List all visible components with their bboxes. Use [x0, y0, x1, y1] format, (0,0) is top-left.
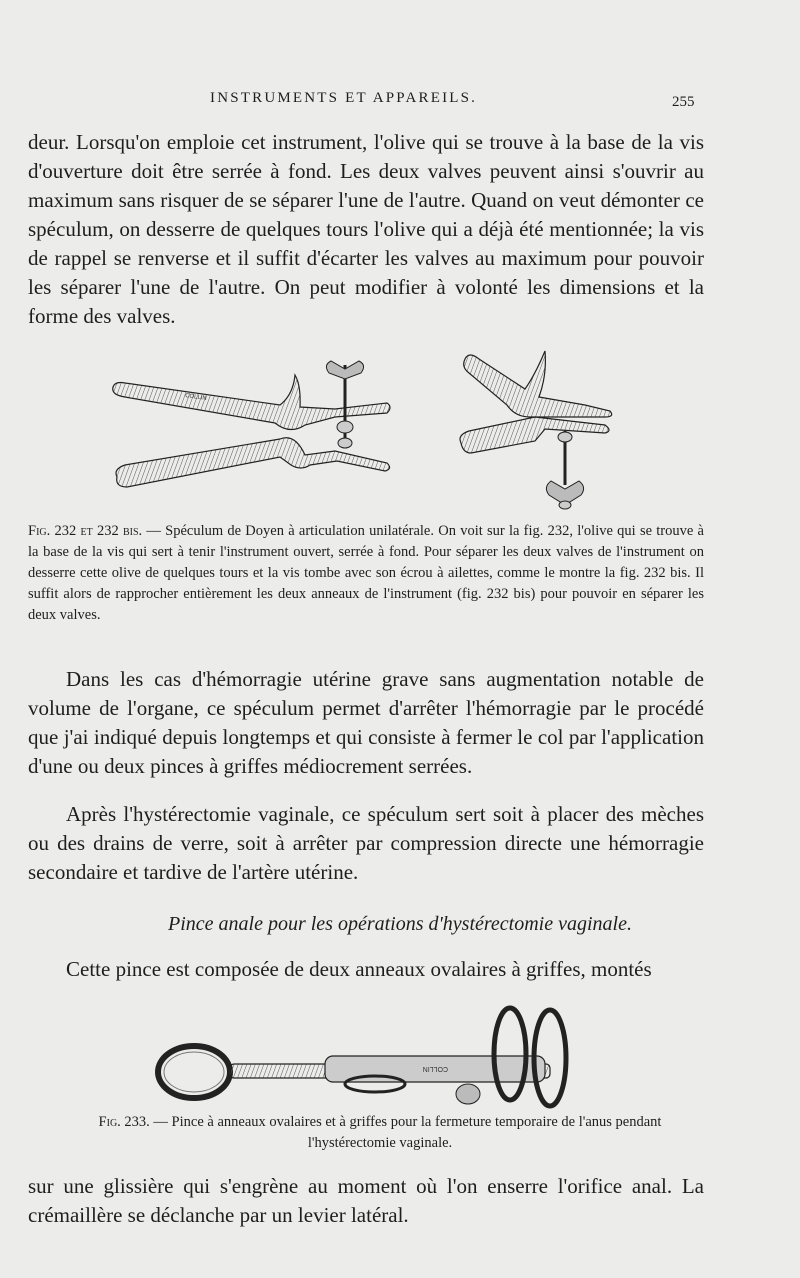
figure-233-forceps-illustration [150, 1002, 580, 1112]
engraved-mark: COLLIN [184, 393, 208, 402]
running-head [0, 90, 800, 114]
figure-232-bis-speculum-illustration [455, 345, 620, 520]
figure-232-speculum-illustration [105, 345, 405, 500]
figure-232-caption [28, 521, 704, 626]
paragraph-1: deur. Lorsqu'on emploie cet instrument, l'olive qui se trouve à la base de la vis d'ouverture doit être serrée à fond. Les deux valves peuvent ainsi s'ouvrir au maximum sans risquer de se séparer l'une de l'autre. Quand on veut démonter ce spéculum, on desserre de quelques tours l'olive qui a déjà été mentionnée; la vis de rappel se renverse et il suffit d'écarter les valves au maximum pour pouvoir les séparer l'une de l'autre. On peut modifier à volonté les dimensions et la forme des valves. [28, 130, 704, 328]
paragraph-4: Cette pince est composée de deux anneaux ovalaires à griffes, montés [66, 957, 652, 981]
figure-233-caption [60, 1112, 700, 1154]
engraved-mark-233: COLLIN [422, 1065, 448, 1072]
figure-233-caption-label: Fig. 233. [98, 1114, 150, 1130]
page-number: 255 [672, 94, 695, 110]
figure-232-caption-label: Fig. 232 et 232 bis. [28, 523, 143, 539]
paragraph-5: sur une glissière qui s'engrène au moment où l'on enserre l'orifice anal. La crémaillère se déclanche par un levier latéral. [28, 1174, 704, 1227]
section-heading: Pince anale pour les opérations d'hystérectomie vaginale. [168, 913, 632, 935]
paragraph-2: Dans les cas d'hémorragie utérine grave sans augmentation notable de volume de l'organe, ce spéculum permet d'arrêter l'hémorragie par le procédé que j'ai indiqué depuis longtemps et qui consiste à fermer le col par l'application d'une ou deux pinces à griffes médiocrement serrées. [28, 667, 704, 778]
paragraph-3: Après l'hystérectomie vaginale, ce spéculum sert soit à placer des mèches ou des drains de verre, soit à arrêter par compression directe une hémorragie secondaire et tardive de l'artère utérine. [28, 802, 704, 884]
running-title: INSTRUMENTS ET APPAREILS. [210, 90, 478, 106]
figure-233-caption-text: — Pince à anneaux ovalaires et à griffes pour la fermeture temporaire de l'anus pendant l'hystérectomie vaginale. [149, 1114, 662, 1151]
figure-232-caption-text: — Spéculum de Doyen à articulation unilatérale. On voit sur la fig. 232, l'olive qui se trouve à la base de la vis qui sert à tenir l'instrument ouvert, serrée à fond. Pour séparer les deux valves de l'instrument on desserre cette olive de quelques tours et la vis tombe avec son écrou à ailettes, comme le montre la fig. 232 bis. Il suffit alors de rapprocher entièrement les deux anneaux de l'instrument (fig. 232 bis) pour pouvoir en séparer les deux valves. [28, 523, 704, 623]
